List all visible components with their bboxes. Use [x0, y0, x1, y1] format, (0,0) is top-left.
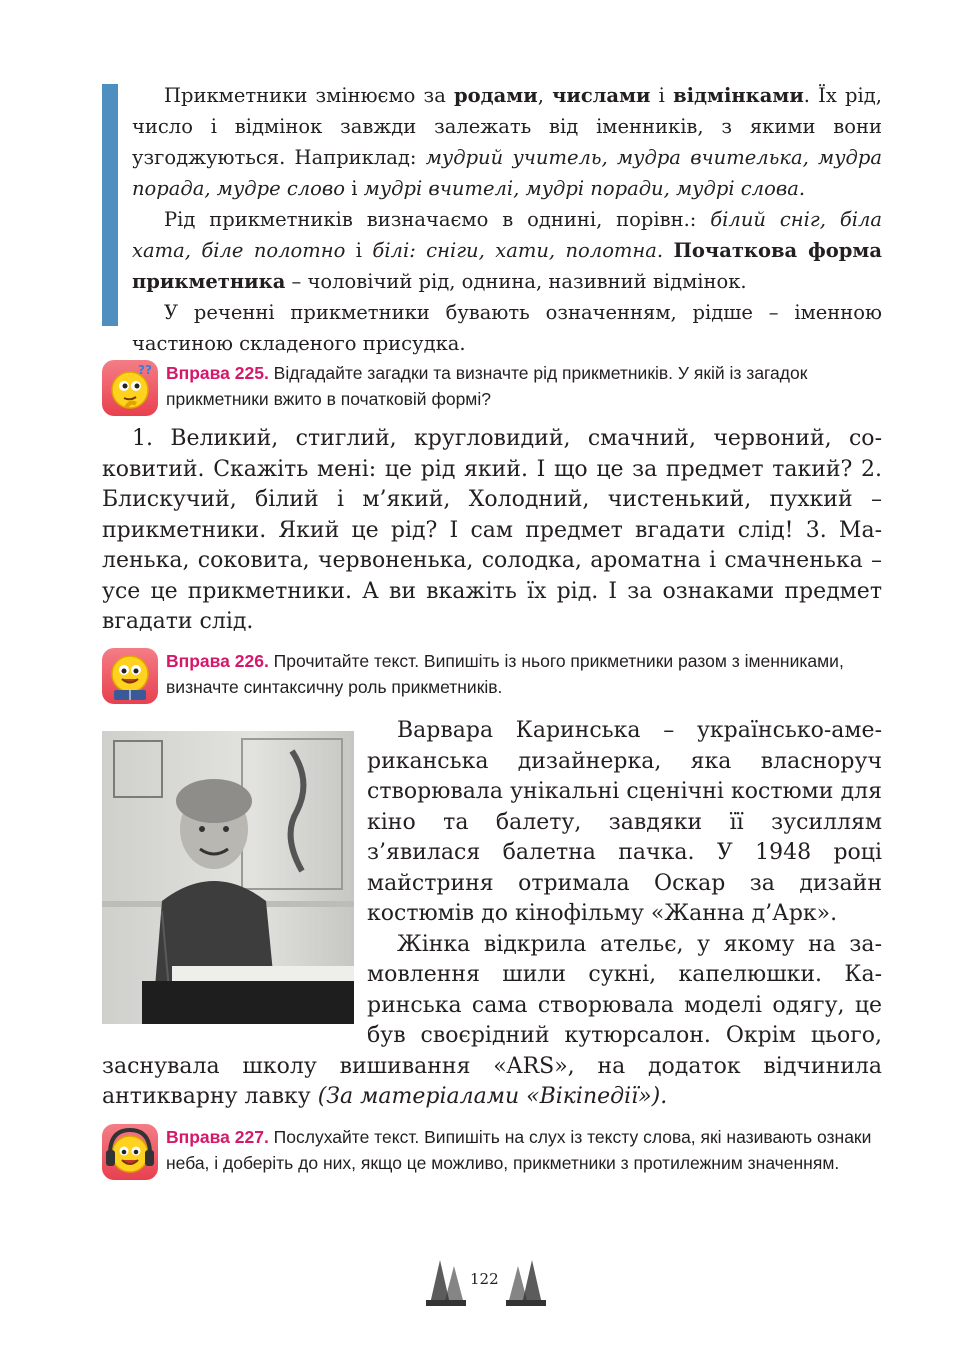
story-paragraph-2: Жінка відкрила ательє, у якому на замовлення шили сукні, капелюшки. Каринська сама створювала моделі одягу, це був своєрідний кутюрсалон. Окрім цього, заснувала школу вишивання «ARS», на додаток відчинила антикварну лавку (За матеріалами «Вікіпедії»).	[102, 931, 882, 1109]
rule-block	[102, 80, 882, 355]
riddles-text: 1. Великий, стиглий, кругловидий, смачний, червоний, соковитий. Скажіть мені: це рід який. І що це за предмет такий? 2. Блискучий, білий і м’який, Холодний, чистенький, пухкий – прикметники. Який це рід? І сам предмет вгадати слід! 3. Маленька, соковита, червоненька, солодка, ароматна і смачненька – усе це прикметники. А ви вкажіть їх рід. І за ознаками предмет вгадати слід.	[102, 426, 882, 634]
rule-paragraph-1: Прикметники змінюємо за родами, числами і відмінками. Їх рід, число і відмінок завжди залежать від іменників, з якими вони узгоджуються. Наприклад: мудрий учитель, мудра вчителька, мудра порада, мудре слово і мудрі вчителі, мудрі поради, мудрі слова.	[132, 84, 882, 200]
exercise-226-header	[102, 648, 882, 710]
thinking-smiley-icon	[102, 360, 158, 416]
story-paragraph-1: Варвара Каринська – українсько-американська дизайнерка, яка власноруч створювала унікальні сценічні костюми для кіно та балету, завдяки її зусиллям з’явилася балетна пачка. У 1948 році майстриня отримала Оскар за дизайн костюмів до кінофільму «Жанна д’Арк».	[367, 718, 882, 926]
exercise-225-text: Вправа 225. Відгадайте загадки та визначте рід прикметників. У якій із загадок прикметники вжито в початковій формі?	[166, 363, 808, 409]
rule-accent-bar	[102, 84, 118, 326]
exercise-225-header	[102, 360, 882, 422]
exercise-227-text: Вправа 227. Послухайте текст. Випишіть на слух із тексту слова, які називають ознаки неба, і доберіть до них, якщо це можливо, прикметники з протилежним значенням.	[166, 1127, 872, 1173]
page-number: 122	[470, 1270, 499, 1288]
story-text	[102, 716, 882, 1113]
rule-paragraph-3: У реченні прикметники бувають означенням, рідше – іменною частиною складеного присудка.	[132, 301, 882, 355]
exercise-227-header	[102, 1124, 882, 1186]
exercise-226-text: Вправа 226. Прочитайте текст. Випишіть із нього прикметники разом з іменниками, визначте синтаксичну роль прикметників.	[166, 651, 844, 697]
headphones-smiley-icon	[102, 1124, 158, 1180]
reading-smiley-icon	[102, 648, 158, 704]
page-footer	[420, 1254, 552, 1310]
rule-text	[132, 80, 882, 359]
svg-text:??: ??	[138, 363, 152, 377]
rule-paragraph-2: Рід прикметників визначаємо в однині, порівн.: білий сніг, біла хата, біле полотно і білі: сніги, хати, полотна. Початкова форма прикметника – чоловічий рід, однина, називний відмінок.	[132, 208, 882, 293]
